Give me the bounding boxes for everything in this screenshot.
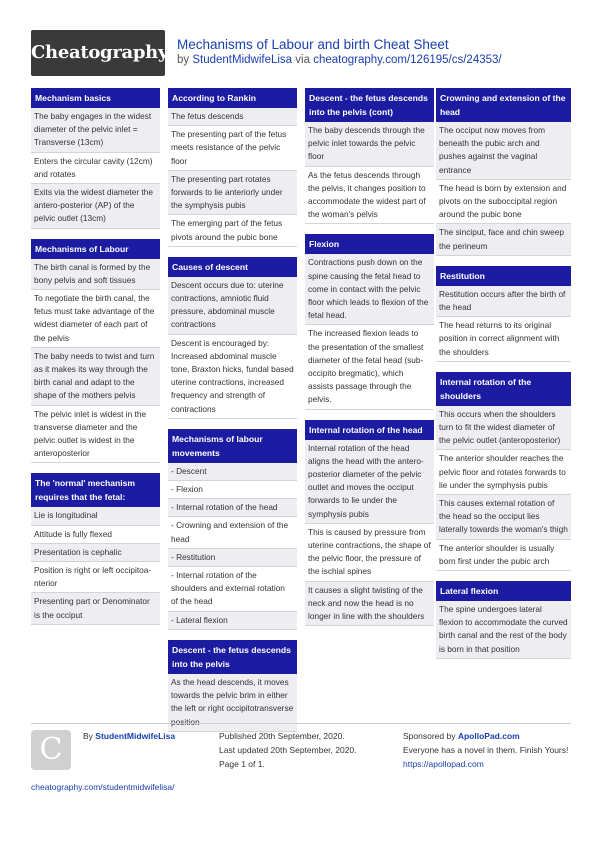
section-row: - Crowning and extension of the head [168,517,297,548]
section-title: Descent - the fetus descends into the pelvis [168,640,297,674]
sponsor-tagline: Everyone has a novel in them. Finish Yours! [403,745,569,755]
section-row: It causes a slight twisting of the neck and now the head is no longer in line with the shoulders [305,582,434,627]
section-row: The baby engages in the widest diameter of the pelvic inlet = Transverse (13cm) [31,108,160,153]
section-row: Lie is longitudinal [31,507,160,525]
footer-by-label: By [83,731,93,741]
cheat-section [305,88,434,224]
sponsor-info [403,729,571,771]
section-row: The increased flexion leads to the presentation of the smallest diameter of the fetal head (sub-occipito bregmatic), which assists passage through the pelvis. [305,325,434,409]
section-row: As the fetus descends through the pelvis, it changes position to accommodate the widest part of the woman's pelvis [305,167,434,225]
footer-author [83,731,175,741]
cheat-section [436,581,571,659]
section-title: Lateral flexion [436,581,571,601]
updated-date: Last updated 20th September, 2020. [219,745,357,755]
byline-by: by [177,54,190,66]
section-row: - Restitution [168,549,297,567]
section-row: The presenting part rotates forwards to lie anteriorly under the symphysis pubis [168,171,297,216]
cheat-section [436,266,571,362]
section-row: - Lateral flexion [168,612,297,630]
section-row: Enters the circular cavity (12cm) and rotates [31,153,160,184]
column-4 [436,88,571,669]
published-date: Published 20th September, 2020. [219,731,345,741]
footer-author-link[interactable]: StudentMidwifeLisa [95,731,176,741]
section-title: Causes of descent [168,257,297,277]
publication-info [219,729,389,771]
section-title: Mechanisms of labour movements [168,429,297,463]
section-title: Internal rotation of the head [305,420,434,440]
column-1 [31,88,160,635]
section-row: - Internal rotation of the shoulders and external rotation of the head [168,567,297,612]
section-row: Position is right or left occipitoanterior [31,562,160,593]
section-row: As the head descends, it moves towards the pelvic brim in either the left or right occipitotransverse position [168,674,297,732]
section-row: - Flexion [168,481,297,499]
page-header [31,30,571,80]
cheat-section [31,88,160,229]
section-title: Mechanisms of Labour [31,239,160,259]
section-row: Presenting part or Denominator is the occiput [31,593,160,624]
sponsor-link[interactable]: ApolloPad.com [457,731,520,741]
column-3 [305,88,434,636]
section-row: The occiput now moves from beneath the pubic arch and pushes against the vaginal entrance [436,122,571,180]
cheat-section [305,234,434,409]
section-row: Descent occurs due to: uterine contractions, amniotic fluid pressure, abdominal muscle contractions [168,277,297,335]
section-row: To negotiate the birth canal, the fetus must take advantage of the widest diameter of each part of the pelvis [31,290,160,348]
section-row: Attitude is fully flexed [31,526,160,544]
author-avatar-icon: C [31,730,71,770]
section-row: Contractions push down on the spine causing the fetal head to come in contact with the pelvic floor which leads to flexion of the fetal head. [305,254,434,325]
cheat-section [168,88,297,247]
cheat-section [436,372,571,571]
section-title: According to Rankin [168,88,297,108]
cheatography-logo[interactable]: Cheatography [31,30,165,76]
section-row: This is caused by pressure from uterine contractions, the shape of the pelvic floor, the pressure of the ischial spines [305,524,434,582]
page-footer [31,723,571,803]
section-row: The sinciput, face and chin sweep the perineum [436,224,571,255]
byline [177,54,502,66]
section-row: The spine undergoes lateral flexion to accommodate the curved birth canal and the rest of the body is born in that position [436,601,571,659]
section-row: Restitution occurs after the birth of the head [436,286,571,317]
footer-author-url[interactable]: cheatography.com/studentmidwifelisa/ [31,782,175,792]
section-row: Presentation is cephalic [31,544,160,562]
section-title: Flexion [305,234,434,254]
section-row: - Descent [168,463,297,481]
page-count: Page 1 of 1. [219,759,265,769]
section-row: The head is born by extension and pivots on the suboccipital region around the pubic bone [436,180,571,225]
sponsored-label: Sponsored by [403,731,456,741]
section-row: The birth canal is formed by the bony pelvis and soft tissues [31,259,160,290]
section-title: Mechanism basics [31,88,160,108]
cheat-section [436,88,571,256]
section-row: The fetus descends [168,108,297,126]
cheat-section [168,640,297,732]
content-columns [31,88,571,727]
section-title: Internal rotation of the shoulders [436,372,571,406]
section-row: - Internal rotation of the head [168,499,297,517]
sheet-url-link[interactable]: cheatography.com/126195/cs/24353/ [313,54,502,66]
section-title: Descent - the fetus descends into the pelvis (cont) [305,88,434,122]
cheat-section [168,257,297,419]
author-link[interactable]: StudentMidwifeLisa [192,54,293,66]
column-2 [168,88,297,742]
byline-via: via [295,54,310,66]
page-title[interactable]: Mechanisms of Labour and birth Cheat Sheet [177,37,449,52]
section-title: Restitution [436,266,571,286]
section-row: This occurs when the shoulders turn to fit the widest diameter of the pelvic outlet (anteroposterior) [436,406,571,451]
section-title: Crowning and extension of the head [436,88,571,122]
section-row: The pelvic inlet is widest in the transverse diameter and the pelvic outlet is widest in the anteroposterior [31,406,160,464]
section-row: The baby descends through the pelvic inlet towards the pelvic floor [305,122,434,167]
section-row: The anterior shoulder reaches the pelvic floor and rotates forwards to lie under the symphysis pubis [436,450,571,495]
section-row: Internal rotation of the head aligns the head with the antero-posterior diameter of the pelvic outlet and moves the occiput forwards to lie under the symphysis pubis [305,440,434,524]
section-row: The presenting part of the fetus meets resistance of the pelvic floor [168,126,297,171]
cheat-section [168,429,297,630]
cheat-section [305,420,434,627]
section-row: Exits via the widest diameter the antero-posterior (AP) of the pelvic outlet (13cm) [31,184,160,229]
cheat-section [31,239,160,464]
section-row: This causes external rotation of the head so the occiput lies laterally towards the woman's thigh [436,495,571,540]
section-row: The head returns to its original position in correct alignment with the shoulders [436,317,571,362]
section-row: The anterior shoulder is usually born first under the pubic arch [436,540,571,571]
section-title: The 'normal' mechanism requires that the fetal: [31,473,160,507]
section-row: Descent is encouraged by: Increased abdominal muscle tone, Braxton hicks, fundal based uterine contractions, increased frequency and strength of contractions [168,335,297,419]
section-row: The emerging part of the fetus pivots around the pubic bone [168,215,297,246]
cheat-section [31,473,160,624]
section-row: The baby needs to twist and turn as it makes its way through the birth canal and adapt to the shape of the mothers pelvis [31,348,160,406]
sponsor-url[interactable]: https://apollopad.com [403,759,484,769]
